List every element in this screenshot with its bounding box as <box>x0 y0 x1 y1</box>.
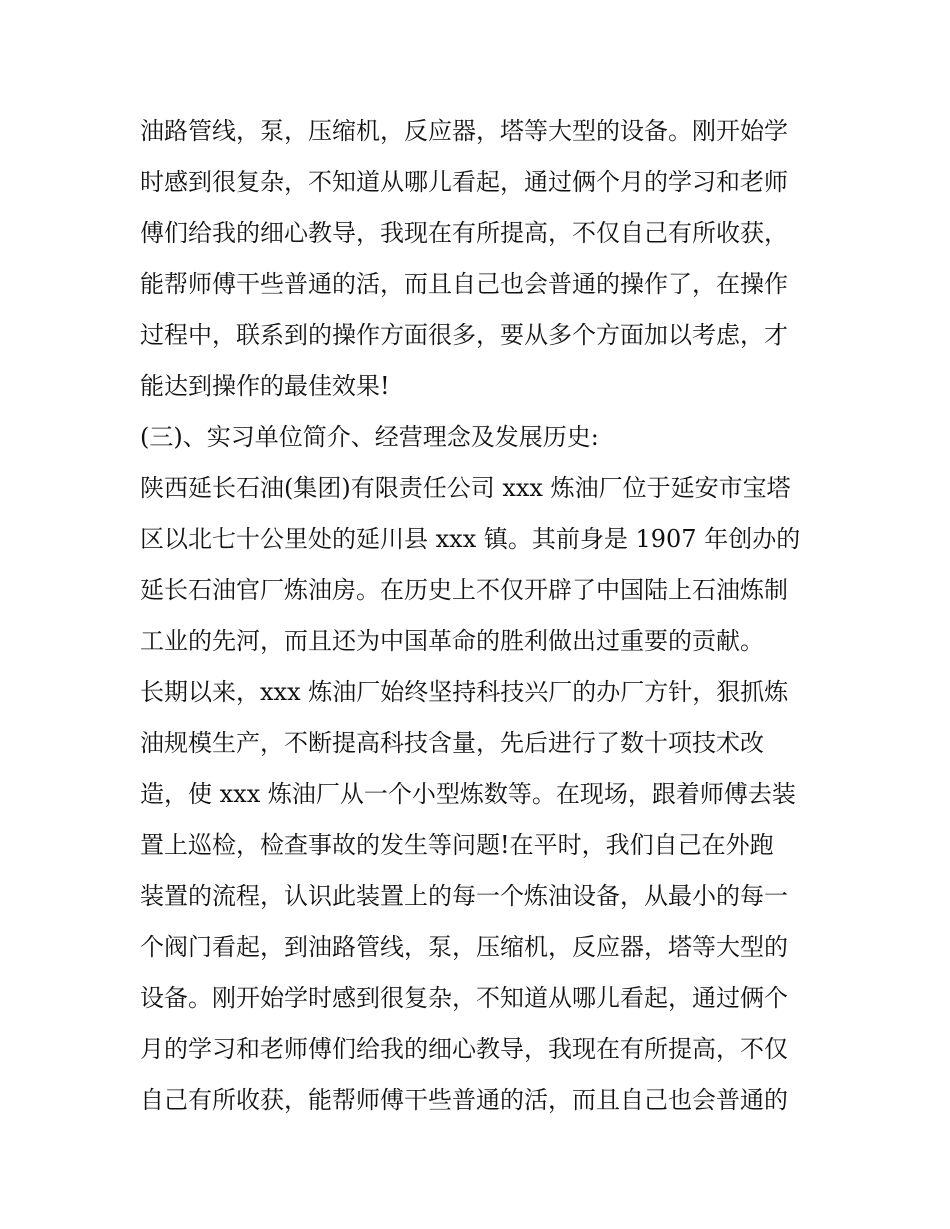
text-line: 能达到操作的最佳效果! <box>140 372 390 400</box>
document-body <box>140 106 820 1126</box>
text-line: 装置的流程，认识此装置上的每一个炼油设备，从最小的每一 <box>140 882 788 910</box>
text-line: 区以北七十公里处的延川县 xxx 镇。其前身是 1907 年创办的 <box>140 525 801 553</box>
section-heading: (三)、实习单位简介、经营理念及发展历史: <box>140 423 599 451</box>
text-line: 长期以来，xxx 炼油厂始终坚持科技兴厂的办厂方针，狠抓炼 <box>140 678 789 706</box>
text-line: 自己有所收获，能帮师傅干些普通的活，而且自己也会普通的 <box>140 1086 788 1114</box>
text-line: 设备。刚开始学时感到很复杂，不知道从哪儿看起，通过俩个 <box>140 984 788 1012</box>
text-line: 工业的先河，而且还为中国革命的胜利做出过重要的贡献。 <box>140 627 764 655</box>
text-line: 置上巡检，检查事故的发生等问题!在平时，我们自己在外跑 <box>140 831 774 859</box>
text-line: 时感到很复杂，不知道从哪儿看起，通过俩个月的学习和老师 <box>140 168 788 196</box>
text-line: 月的学习和老师傅们给我的细心教导，我现在有所提高，不仅 <box>140 1035 788 1063</box>
text-line: 能帮师傅干些普通的活，而且自己也会普通的操作了，在操作 <box>140 270 788 298</box>
text-line: 过程中，联系到的操作方面很多，要从多个方面加以考虑，才 <box>140 321 788 349</box>
text-line: 傅们给我的细心教导，我现在有所提高，不仅自己有所收获， <box>140 219 788 247</box>
text-line: 油规模生产，不断提高科技含量，先后进行了数十项技术改 <box>140 729 764 757</box>
text-line: 陕西延长石油(集团)有限责任公司 xxx 炼油厂位于延安市宝塔 <box>140 474 791 502</box>
text-line: 延长石油官厂炼油房。在历史上不仅开辟了中国陆上石油炼制 <box>140 576 788 604</box>
text-line: 造，使 xxx 炼油厂从一个小型炼数等。在现场，跟着师傅去装 <box>140 780 796 808</box>
text-line: 个阀门看起，到油路管线，泵，压缩机，反应器，塔等大型的 <box>140 933 788 961</box>
text-line: 油路管线，泵，压缩机，反应器，塔等大型的设备。刚开始学 <box>140 117 788 145</box>
